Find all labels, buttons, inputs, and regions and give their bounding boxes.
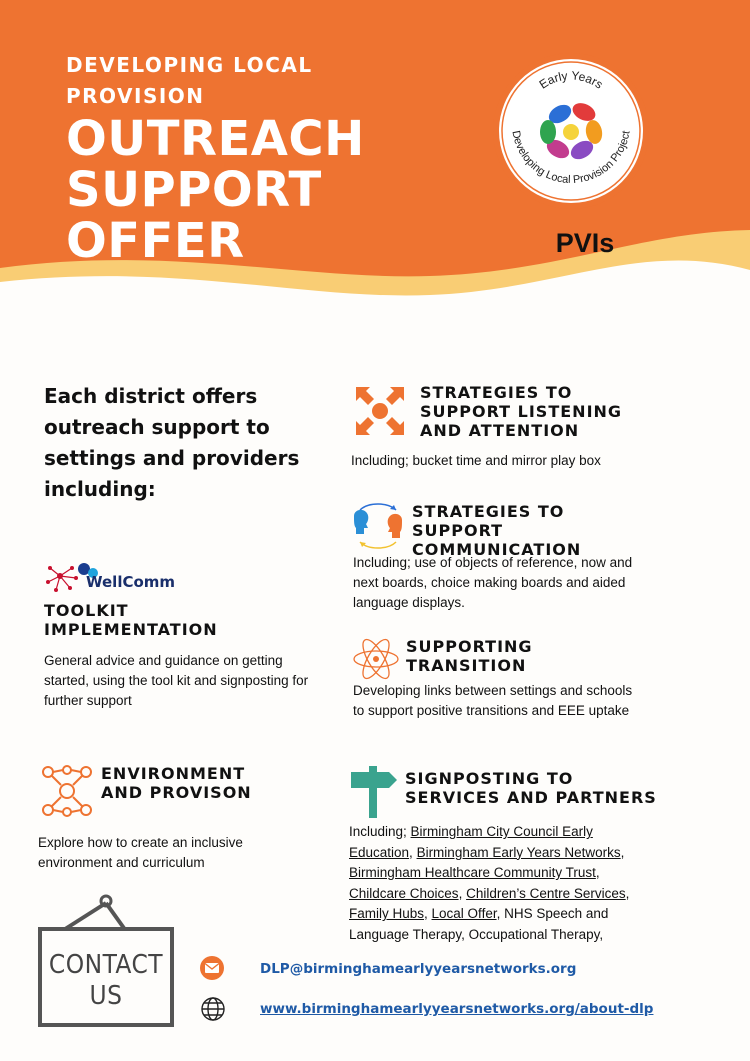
two-heads-communication-icon xyxy=(350,500,406,550)
header-kicker: DEVELOPING LOCAL PROVISION xyxy=(66,53,313,108)
desc-toolkit: General advice and guidance on getting started, using the tool kit and signposting for further support xyxy=(44,653,309,708)
early-years-logo xyxy=(492,52,650,210)
audience-label: PVIs xyxy=(555,228,615,258)
wellcomm-logo-icon xyxy=(44,560,184,596)
desc-listening: Including; bucket time and mirror play box xyxy=(351,453,601,468)
links-prefix: Including; xyxy=(349,824,411,839)
link-family-hubs[interactable]: Family Hubs xyxy=(349,906,425,921)
heading-toolkit: TOOLKIT IMPLEMENTATION xyxy=(44,601,218,639)
globe-icon xyxy=(200,996,226,1022)
contact-website[interactable]: www.birminghamearlyyearsnetworks.org/about-dlp xyxy=(260,1001,654,1017)
logo-ring-text: Developing Local Provision Project xyxy=(509,129,633,187)
atom-icon xyxy=(351,636,401,682)
link-bcc-early-education[interactable]: Birmingham City Council Early Education xyxy=(349,824,593,860)
desc-communication: Including; use of objects of reference, now and next boards, choice making boards and aided language displays. xyxy=(353,555,633,610)
arrows-inward-icon xyxy=(352,383,408,439)
link-childcare-choices[interactable]: Childcare Choices xyxy=(349,885,459,901)
desc-environment: Explore how to create an inclusive environment and curriculum xyxy=(38,835,243,870)
link-healthcare-trust[interactable]: Birmingham Healthcare Community Trust xyxy=(349,865,596,880)
network-people-icon xyxy=(40,764,94,818)
heading-transition: SUPPORTING TRANSITION xyxy=(406,637,533,675)
link-local-offer[interactable]: Local Offer xyxy=(431,906,497,921)
link-early-years-networks[interactable]: Birmingham Early Years Networks xyxy=(416,844,621,860)
email-icon xyxy=(200,956,224,980)
wellcomm-logo-text: WellComm xyxy=(86,573,176,591)
logo-top-text: Early Years xyxy=(536,68,606,92)
heading-listening: STRATEGIES TO SUPPORT LISTENING AND ATTENTION xyxy=(420,383,623,440)
contact-email[interactable]: DLP@birminghamearlyyearsnetworks.org xyxy=(260,961,577,977)
heading-signposting: SIGNPOSTING TO SERVICES AND PARTNERS xyxy=(405,769,657,807)
heading-communication: STRATEGIES TO SUPPORT COMMUNICATION xyxy=(412,502,582,559)
heading-environment: ENVIRONMENT AND PROVISON xyxy=(101,764,252,802)
link-childrens-centre[interactable]: Children’s Centre Services xyxy=(466,885,626,901)
signpost-icon xyxy=(349,764,399,818)
links-suffix: NHS Speech and Language Therapy, Occupational Therapy, xyxy=(349,906,609,942)
signposting-links: Including; Birmingham City Council Early Education, Birmingham Early Years Networks, Birmingham Healthcare Community Trust, Childcare Choices, Children’s Centre Services, Family Hubs, Local Offer, NHS Speech and Language Therapy, Occupational Therapy, xyxy=(349,824,630,942)
contact-sign-text: CONTACT US xyxy=(48,950,164,1011)
page-title: OUTREACH SUPPORT OFFER xyxy=(66,111,365,269)
intro-text: Each district offers outreach support to settings and providers including: xyxy=(44,384,300,501)
desc-transition: Developing links between settings and schools to support positive transitions and EEE uptake xyxy=(353,683,633,718)
